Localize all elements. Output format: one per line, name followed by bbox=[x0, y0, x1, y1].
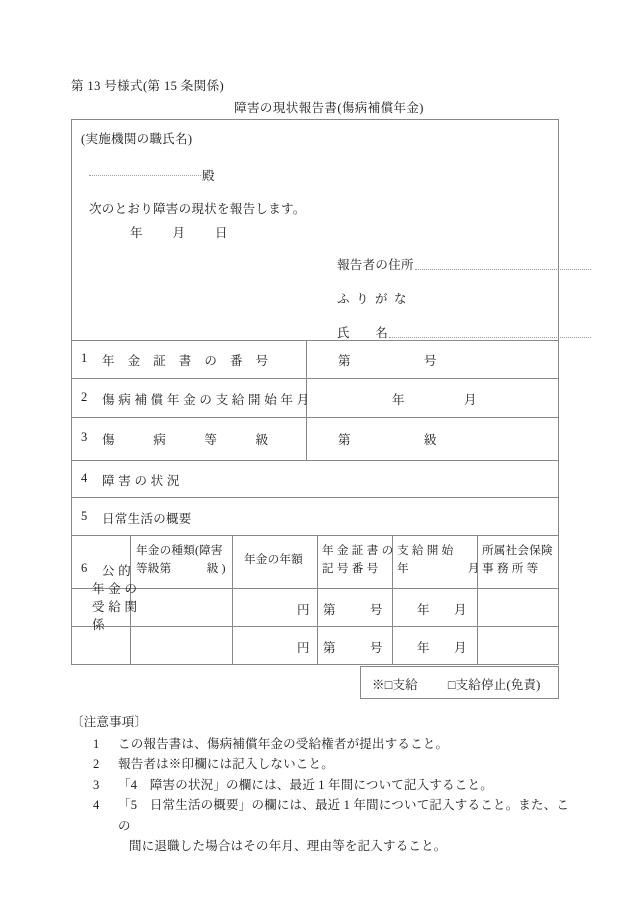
entry-row-1-amount-input[interactable] bbox=[233, 589, 316, 625]
addressee-suffix: 殿 bbox=[202, 169, 215, 183]
addressee-write-line[interactable] bbox=[89, 175, 201, 176]
row-1-value-prefix: 第 bbox=[338, 354, 351, 368]
row-4-number: 4 bbox=[81, 471, 88, 485]
addressee-line bbox=[89, 166, 215, 184]
row-1-number: 1 bbox=[81, 351, 88, 365]
official-use-marker: ※ bbox=[372, 678, 385, 692]
note-4-text-wrap bbox=[118, 795, 571, 857]
date-year-label: 年 bbox=[130, 226, 143, 240]
row-6-col-1-header-line-2: 等級第 級 ) bbox=[136, 562, 226, 575]
date-day-label: 日 bbox=[215, 226, 228, 240]
notes-title: 〔注意事項〕 bbox=[71, 715, 148, 729]
date-month-label: 月 bbox=[172, 226, 186, 240]
report-date-line bbox=[130, 223, 228, 241]
row-2-value-suffix: 月 bbox=[464, 393, 477, 407]
entry-row-1-amount-unit: 円 bbox=[297, 603, 310, 617]
entry-row-2-cert-suffix: 号 bbox=[370, 641, 383, 655]
note-item bbox=[93, 754, 571, 775]
divider-above-row-1 bbox=[72, 340, 558, 341]
entry-row-2-office-input[interactable] bbox=[478, 627, 558, 663]
note-1-text: この報告書は、傷病補償年金の受給権者が提出すること。 bbox=[118, 736, 449, 751]
divider-row6-col-2 bbox=[317, 535, 318, 664]
row-6-label-line-1: 公 的 bbox=[102, 564, 132, 578]
row-3-label: 傷 病 等 級 bbox=[102, 433, 269, 447]
note-3-number: 3 bbox=[93, 777, 100, 792]
note-2-text: 報告者は※印欄には記入しないこと。 bbox=[118, 757, 334, 771]
row-5-free-text-input[interactable] bbox=[73, 498, 558, 534]
reporter-name-label: 氏 名 bbox=[337, 326, 389, 340]
row-5-label: 日常生活の概要 bbox=[102, 512, 192, 526]
row-1-label: 年 金 証 書 の 番 号 bbox=[102, 354, 269, 368]
row-6-col-2-header-line-1: 年金の年額 bbox=[244, 553, 303, 566]
row-6-col-3-header-line-1: 年 金 証 書 の bbox=[322, 544, 394, 557]
row-3-value-suffix: 級 bbox=[424, 433, 437, 447]
row-1-value-suffix: 号 bbox=[424, 354, 437, 368]
entry-row-1-cert-prefix: 第 bbox=[323, 603, 336, 617]
entry-row-1-office-input[interactable] bbox=[478, 589, 558, 625]
entry-row-2-kind-input[interactable] bbox=[131, 627, 231, 663]
entry-row-2-cert-prefix: 第 bbox=[323, 641, 336, 655]
divider-above-row-3 bbox=[72, 417, 558, 418]
row-2-label: 傷 病 補 償 年 金 の 支 給 開 始 年 月 bbox=[102, 393, 310, 407]
entry-row-1-start-year: 年 bbox=[417, 603, 430, 617]
entry-row-2-start-month: 月 bbox=[454, 641, 467, 655]
row-5-number: 5 bbox=[81, 509, 88, 523]
divider-row6-bottom bbox=[72, 664, 558, 665]
note-3-text: 「4 障害の状況」の欄には、最近 1 年間について記入すること。 bbox=[118, 777, 493, 792]
page-title: 障害の現状報告書(傷病補償年金) bbox=[234, 101, 424, 115]
entry-row-2-amount-input[interactable] bbox=[233, 627, 316, 663]
notes-section bbox=[71, 712, 571, 857]
row-6-label-line-2: 年 金 の bbox=[92, 582, 138, 596]
implementing-org-label: (実施機関の職氏名) bbox=[81, 132, 193, 146]
row-6-col-5-header-line-1: 所属社会保険 bbox=[482, 544, 553, 557]
divider-above-row-6 bbox=[72, 535, 558, 536]
checkbox-suspended[interactable]: □支給停止(免責) bbox=[447, 678, 541, 692]
row-2-number: 2 bbox=[81, 390, 88, 404]
row-2-value-prefix: 年 bbox=[392, 393, 405, 407]
note-4-number: 4 bbox=[93, 798, 100, 812]
row-3-number: 3 bbox=[81, 430, 88, 444]
status-options bbox=[372, 675, 541, 693]
entry-row-2-amount-unit: 円 bbox=[297, 641, 310, 655]
form-table bbox=[71, 119, 559, 665]
status-box bbox=[360, 666, 559, 699]
row-6-col-5-header-line-2: 事 務 所 等 bbox=[482, 562, 539, 575]
note-item bbox=[93, 775, 571, 796]
row-6-col-4-header-line-1: 支 給 開 始 bbox=[397, 544, 454, 557]
row-4-label: 障 害 の 状 況 bbox=[102, 474, 180, 488]
entry-row-2-start-year: 年 bbox=[417, 641, 430, 655]
row-6-label-line-4: 係 bbox=[92, 618, 105, 632]
note-2-number: 2 bbox=[93, 757, 100, 771]
divider-above-row-2 bbox=[72, 378, 558, 379]
note-item bbox=[93, 734, 571, 755]
note-item bbox=[93, 795, 571, 857]
report-statement: 次のとおり障害の現状を報告します。 bbox=[89, 202, 306, 216]
entry-row-1-kind-input[interactable] bbox=[131, 589, 231, 625]
reporter-address-input[interactable] bbox=[415, 269, 591, 270]
note-1-number: 1 bbox=[93, 736, 100, 751]
note-4-text: 「5 日常生活の概要」の欄には、最近 1 年間について記入すること。また、この bbox=[118, 798, 570, 833]
reporter-name-input[interactable] bbox=[389, 337, 591, 338]
entry-row-1-start-month: 月 bbox=[454, 603, 467, 617]
reporter-furigana-label: ふりがな bbox=[337, 292, 414, 306]
row-3-value-prefix: 第 bbox=[338, 433, 351, 447]
row-6-col-1-header-line-1: 年金の種類(障害 bbox=[136, 544, 223, 557]
entry-row-1-cert-suffix: 号 bbox=[370, 603, 383, 617]
row-6-label-line-3: 受 給 関 bbox=[92, 600, 138, 614]
row-4-free-text-input[interactable] bbox=[73, 461, 558, 496]
row-6-col-4-header-line-2: 年 月 bbox=[397, 562, 480, 575]
form-number: 第 13 号様式(第 15 条関係) bbox=[71, 79, 225, 93]
reporter-address-row bbox=[337, 255, 591, 273]
checkbox-paid[interactable]: □支給 bbox=[384, 678, 418, 692]
reporter-info bbox=[337, 255, 591, 341]
reporter-address-label: 報告者の住所 bbox=[337, 258, 414, 272]
reporter-name-row bbox=[337, 323, 591, 341]
reporter-furigana-row bbox=[337, 289, 591, 307]
row-6-col-3-header-line-2: 記 号 番 号 bbox=[322, 562, 379, 575]
row-6-number: 6 bbox=[81, 561, 88, 575]
note-4-continuation: 間に退職した場合はその年月、理由等を記入すること。 bbox=[129, 839, 447, 853]
